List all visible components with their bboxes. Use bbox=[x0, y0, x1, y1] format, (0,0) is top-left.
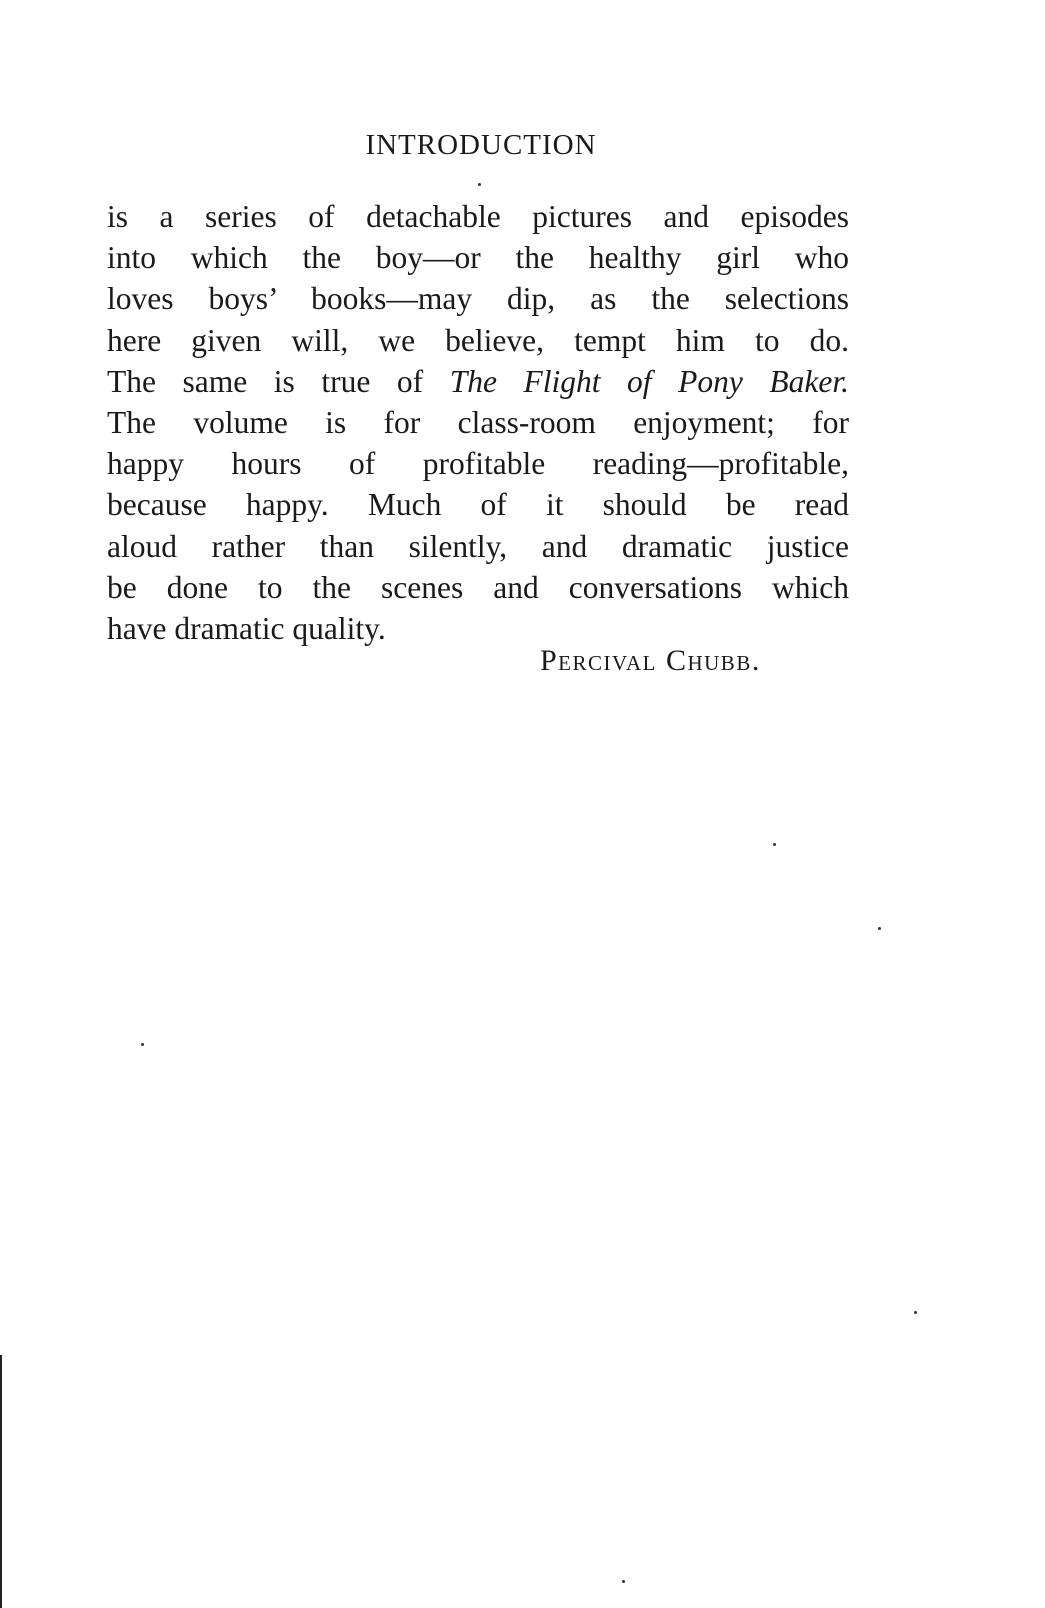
text-line: here given will, we believe, tempt him to do. bbox=[107, 322, 849, 358]
text-line: happy hours of profitable reading—profitable, bbox=[107, 446, 849, 482]
introduction-paragraph bbox=[107, 196, 849, 649]
scan-speck bbox=[773, 843, 776, 846]
text-line bbox=[107, 361, 849, 402]
book-title: The Flight of Pony Baker. bbox=[449, 363, 849, 399]
text-line: because happy. Much of it should be read bbox=[107, 487, 849, 523]
scan-speck bbox=[878, 927, 881, 930]
author-signature: Percival Chubb. bbox=[540, 644, 761, 677]
text-line: is a series of detachable pictures and episodes bbox=[107, 199, 849, 234]
scan-speck bbox=[141, 1043, 144, 1046]
text-line: The volume is for class-room enjoyment; for bbox=[107, 404, 849, 440]
text-line: be done to the scenes and conversations which bbox=[107, 569, 849, 605]
text-line: aloud rather than silently, and dramatic justice bbox=[107, 528, 849, 564]
text-line: loves boys’ books—may dip, as the selections bbox=[107, 281, 849, 317]
text-line-prefix: The same is true of bbox=[107, 363, 450, 399]
scan-speck bbox=[622, 1580, 625, 1583]
scan-speck bbox=[914, 1311, 917, 1314]
scan-speck bbox=[478, 183, 481, 186]
text-line: have dramatic quality. bbox=[107, 610, 386, 646]
running-head: INTRODUCTION bbox=[365, 129, 597, 161]
text-line: into which the boy—or the healthy girl who bbox=[107, 240, 849, 276]
scan-edge-line bbox=[0, 1355, 2, 1608]
